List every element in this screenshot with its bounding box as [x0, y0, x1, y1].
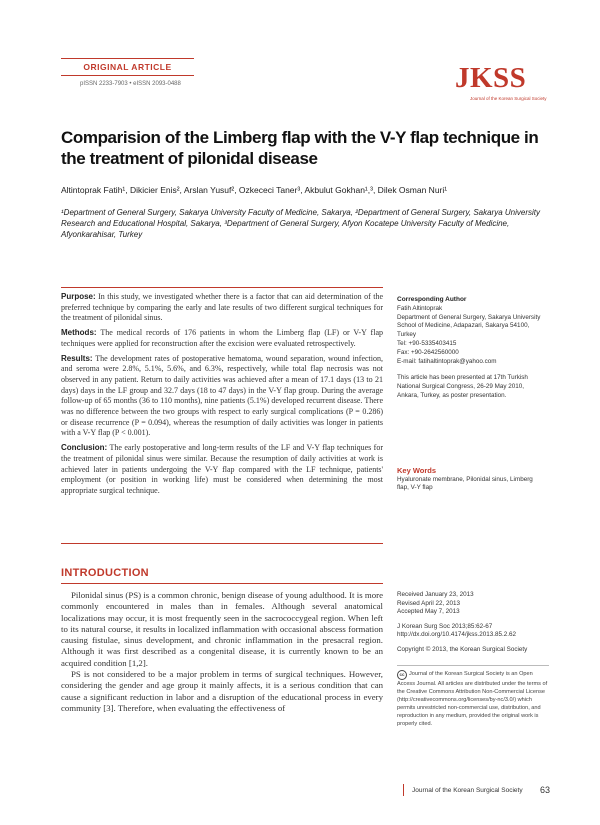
issn: pISSN 2233-7903 • eISSN 2093-0488: [80, 81, 181, 87]
copyright: Copyright © 2013, the Korean Surgical Society: [397, 645, 528, 653]
keywords: Hyaluronate membrane, Pilonidal sinus, Limberg flap, V-Y flap: [397, 475, 533, 492]
corresponding-head: Corresponding Author: [397, 296, 467, 303]
intro-paragraph-1: Pilonidal sinus (PS) is a common chronic, benign disease of young adulthood. It is more commonly encountered in males than in females. Although several anatomical localizations may occur, it is most frequently seen in the sacrococcygeal region. When left to its natural course, it results in localized inflammation with occasional abscess formation causing fistulae, sinus development, and chronic inflammation in the presacral region. Although it was first described as a congenital disease, it is currently known to be an acquired condition [1,2].: [61, 590, 383, 668]
footer-bar: [403, 784, 404, 796]
footer-journal: Journal of the Korean Surgical Society: [412, 787, 523, 794]
journal-logo: JKSS: [455, 62, 527, 94]
abstract: [61, 292, 383, 501]
intro-paragraph-2: PS is not considered to be a major problem in terms of surgical techniques. However, considering the gender and age group it mainly affects, it is a serious condition that can cause a significant reduction in labor and a disruption of the educational process in every community [3]. Therefore, when evaluating the effectiveness of: [61, 669, 383, 713]
abstract-results: Results: The development rates of postoperative hematoma, wound separation, wound infection, and seroma were 2.8%, 5.1%, 5.6%, and 6.3%, respectively, while total flap necrosis was not observed in any patient. Return to daily activities was achieved after a mean of 17.1 days (13 to 21 days) days in the LF group and 32.7 days (18 to 47 days) in the V-Y flap group. During the average follow-up of 65 months (36 to 110 months), nine patients (5.1%) developed recurrent disease. There was no difference between the two groups with respect to early surgical complications (P = 0.286) or disease recurrence (P = 0.094), whereas the resumption of daily activities was longer in patients with a V-Y flap (P < 0.001).: [61, 353, 383, 438]
corresponding-email[interactable]: E-mail: fatihaltintoprak@yahoo.com: [397, 357, 497, 365]
corresponding-fax: Fax: +90-2642560000: [397, 348, 459, 356]
introduction-heading: INTRODUCTION: [61, 567, 149, 579]
accepted-date: Accepted May 7, 2013: [397, 608, 460, 616]
corresponding-name: Fatih Altintoprak: [397, 304, 443, 312]
abstract-top-rule: [61, 287, 383, 288]
corresponding-address: Department of General Surgery, Sakarya University School of Medicine, Adapazari, Sakarya 54100, Turkey: [397, 313, 541, 339]
abstract-methods: Methods: The medical records of 176 patients in whom the Limberg flap (LF) or V-Y flap techniques were applied for reconstruction after the excision were evaluated retrospectively.: [61, 328, 383, 348]
corresponding-tel: Tel: +90-5335403415: [397, 339, 457, 347]
article-type-badge: ORIGINAL ARTICLE: [61, 58, 194, 76]
abstract-conclusion: Conclusion: The early postoperative and long-term results of the LF and V-Y flap techniques for the treatment of pilonidal sinus were similar. Because the resumption of daily activities at work is achieved later in patients undergoing the V-Y flap compared with the LF technique, patients' employment (or position in working life) must be considered when determining the most appropriate surgical technique.: [61, 443, 383, 495]
journal-subtitle: Journal of the Korean Surgical Society: [470, 96, 547, 101]
keywords-head: Key Words: [397, 465, 437, 475]
author-list: Altintoprak Fatih¹, Dikicier Enis², Arslan Yusuf², Ozkececi Taner³, Akbulut Gokhan¹,³, Dilek Osman Nuri¹: [61, 185, 448, 195]
citation: J Korean Surg Soc 2013;85:62-67: [397, 622, 493, 630]
received-date: Received January 23, 2013: [397, 591, 474, 598]
cc-icon: cc: [397, 670, 407, 680]
revised-date: Revised April 22, 2013: [397, 599, 461, 607]
introduction-body: [61, 590, 383, 714]
affiliations: ¹Department of General Surgery, Sakarya University Faculty of Medicine, Sakarya, ²Department of General Surgery, Sakarya University Research and Educational Hospital, Sakarya, ³Department of General Surgery, Afyon Kocatepe University Faculty of Medicine, Afyonkarahisar, Turkey: [61, 208, 541, 239]
article-title: Comparision of the Limberg flap with the V-Y flap technique in the treatment of pilonidal disease: [61, 128, 539, 168]
abstract-bottom-rule: [61, 543, 383, 544]
abstract-purpose: Purpose: In this study, we investigated whether there is a factor that can aid determination of the preferred technique by comparing the early and late results of two different surgical techniques for the treatment of pilonidal sinus.: [61, 292, 384, 323]
license-text: Journal of the Korean Surgical Society is an Open Access Journal. All articles are distributed under the terms of the Creative Commons Attribution Non-Commercial License (http://creativecommons.org/licenses/by-nc/3.0/) which permits unrestricted non-commercial use, distribution, and reproduction in any medium, provided the original work is properly cited.: [397, 671, 548, 727]
doi-link[interactable]: http://dx.doi.org/10.4174/jkss.2013.85.2.62: [397, 631, 517, 639]
license-box: [397, 670, 549, 728]
publication-dates: [397, 591, 547, 655]
corresponding-author-box: [397, 296, 545, 493]
presentation-note: This article has been presented at 17th Turkish National Surgical Congress, 26-29 May 2010, Ankara, Turkey, as poster presentation.: [397, 374, 528, 399]
intro-rule: [61, 583, 383, 584]
page-number: 63: [540, 785, 551, 795]
license-rule: [397, 665, 549, 666]
